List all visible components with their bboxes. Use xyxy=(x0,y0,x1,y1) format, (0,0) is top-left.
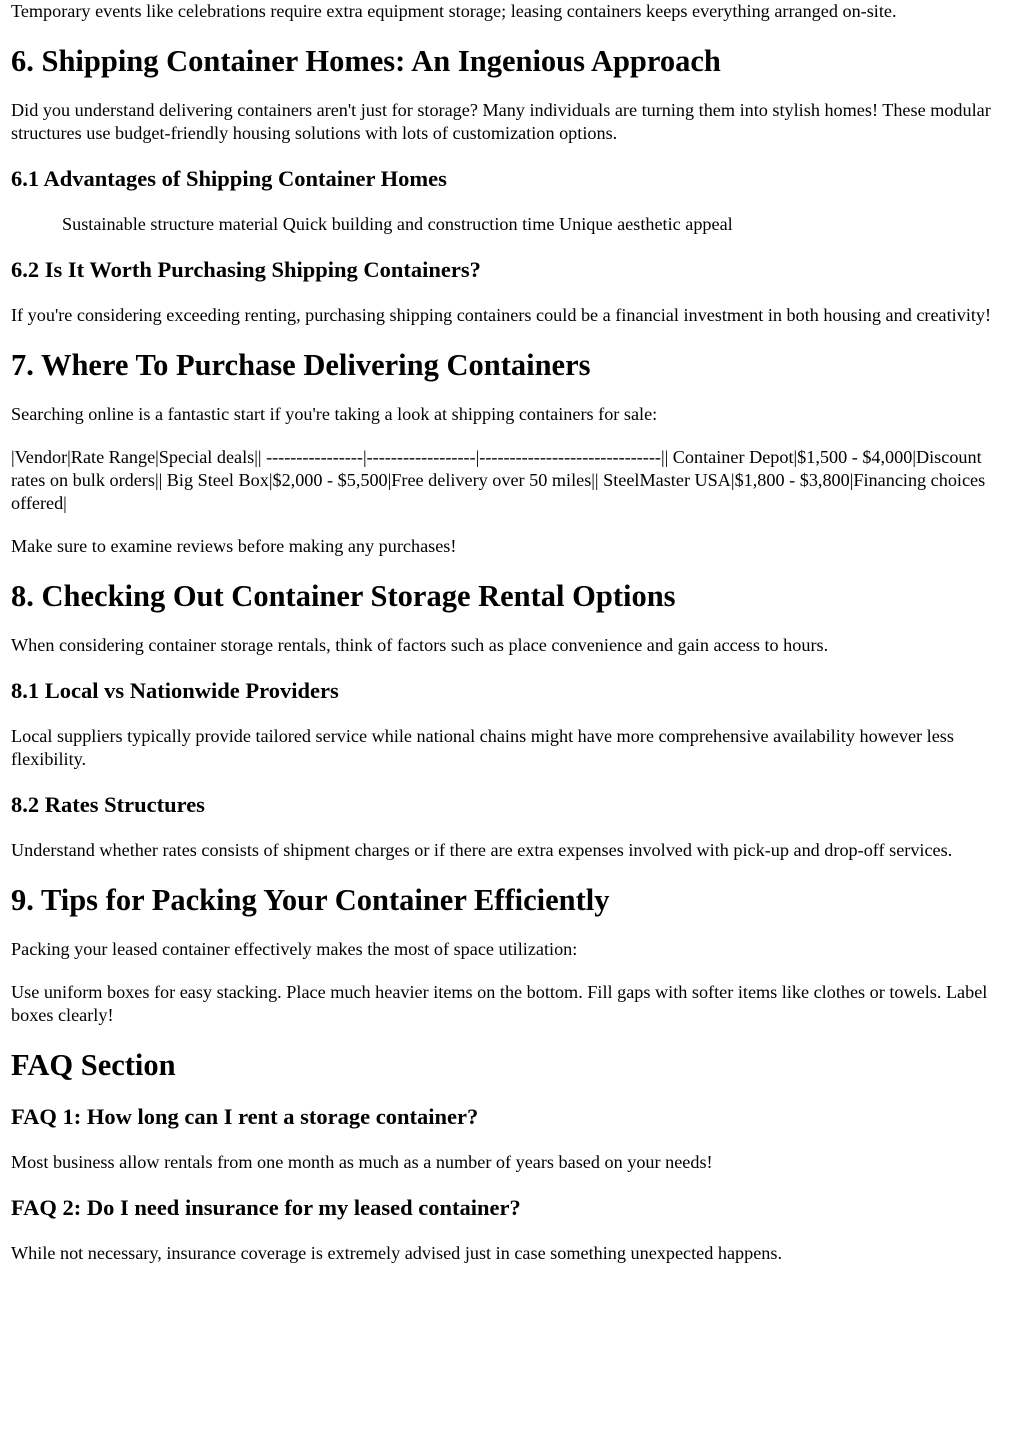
section-6-1-list: Sustainable structure material Quick building and construction time Unique aesthetic appeal xyxy=(62,214,733,234)
section-6-2-heading: 6.2 Is It Worth Purchasing Shipping Containers? xyxy=(11,257,481,282)
faq-heading: FAQ Section xyxy=(11,1048,176,1082)
faq-question-2: FAQ 2: Do I need insurance for my leased container? xyxy=(11,1195,521,1220)
section-8-2-paragraph: Understand whether rates consists of shipment charges or if there are extra expenses involved with pick-up and drop-off services. xyxy=(11,840,953,860)
faq-question-1: FAQ 1: How long can I rent a storage container? xyxy=(11,1104,479,1129)
section-6-2-paragraph: If you're considering exceeding renting, purchasing shipping containers could be a financial investment in both housing and creativity! xyxy=(11,305,992,325)
section-8-heading: 8. Checking Out Container Storage Rental Options xyxy=(11,579,676,613)
section-8-1-paragraph: Local suppliers typically provide tailored service while national chains might have more comprehensive availability however less flexibility. xyxy=(11,726,954,769)
section-7-paragraph: Searching online is a fantastic start if you're taking a look at shipping containers for sale: xyxy=(11,404,658,424)
section-6-1-heading: 6.1 Advantages of Shipping Container Homes xyxy=(11,166,447,191)
section-8-2-heading: 8.2 Rates Structures xyxy=(11,792,205,817)
section-8-paragraph: When considering container storage rentals, think of factors such as place convenience and gain access to hours. xyxy=(11,635,829,655)
section-9-paragraph: Packing your leased container effectively makes the most of space utilization: xyxy=(11,939,578,959)
faq-answer-1: Most business allow rentals from one month as much as a number of years based on your needs! xyxy=(11,1152,713,1172)
vendor-table-text: |Vendor|Rate Range|Special deals|| ----------------|------------------|------------------------------|| Container Depot|$1,500 - $4,000|Discount rates on bulk orders|| Big Steel Box|$2,000 - $5,500|Free delivery over 50 miles|| SteelMaster USA|$1,800 - $3,800|Financing choices offered| xyxy=(11,447,986,513)
section-9-heading: 9. Tips for Packing Your Container Efficiently xyxy=(11,883,610,917)
section-9-tips: Use uniform boxes for easy stacking. Place much heavier items on the bottom. Fill gaps with softer items like clothes or towels. Label boxes clearly! xyxy=(11,982,988,1025)
section-6-paragraph: Did you understand delivering containers aren't just for storage? Many individuals are turning them into stylish homes! These modular structures use budget-friendly housing solutions with lots of customization options. xyxy=(11,100,991,143)
faq-answer-2: While not necessary, insurance coverage is extremely advised just in case something unexpected happens. xyxy=(11,1243,783,1263)
section-7-note: Make sure to examine reviews before making any purchases! xyxy=(11,536,457,556)
intro-tail-paragraph: Temporary events like celebrations require extra equipment storage; leasing containers keeps everything arranged on-site. xyxy=(11,1,897,21)
section-8-1-heading: 8.1 Local vs Nationwide Providers xyxy=(11,678,339,703)
section-7-heading: 7. Where To Purchase Delivering Containers xyxy=(11,348,591,382)
section-6-heading: 6. Shipping Container Homes: An Ingenious Approach xyxy=(11,44,721,78)
